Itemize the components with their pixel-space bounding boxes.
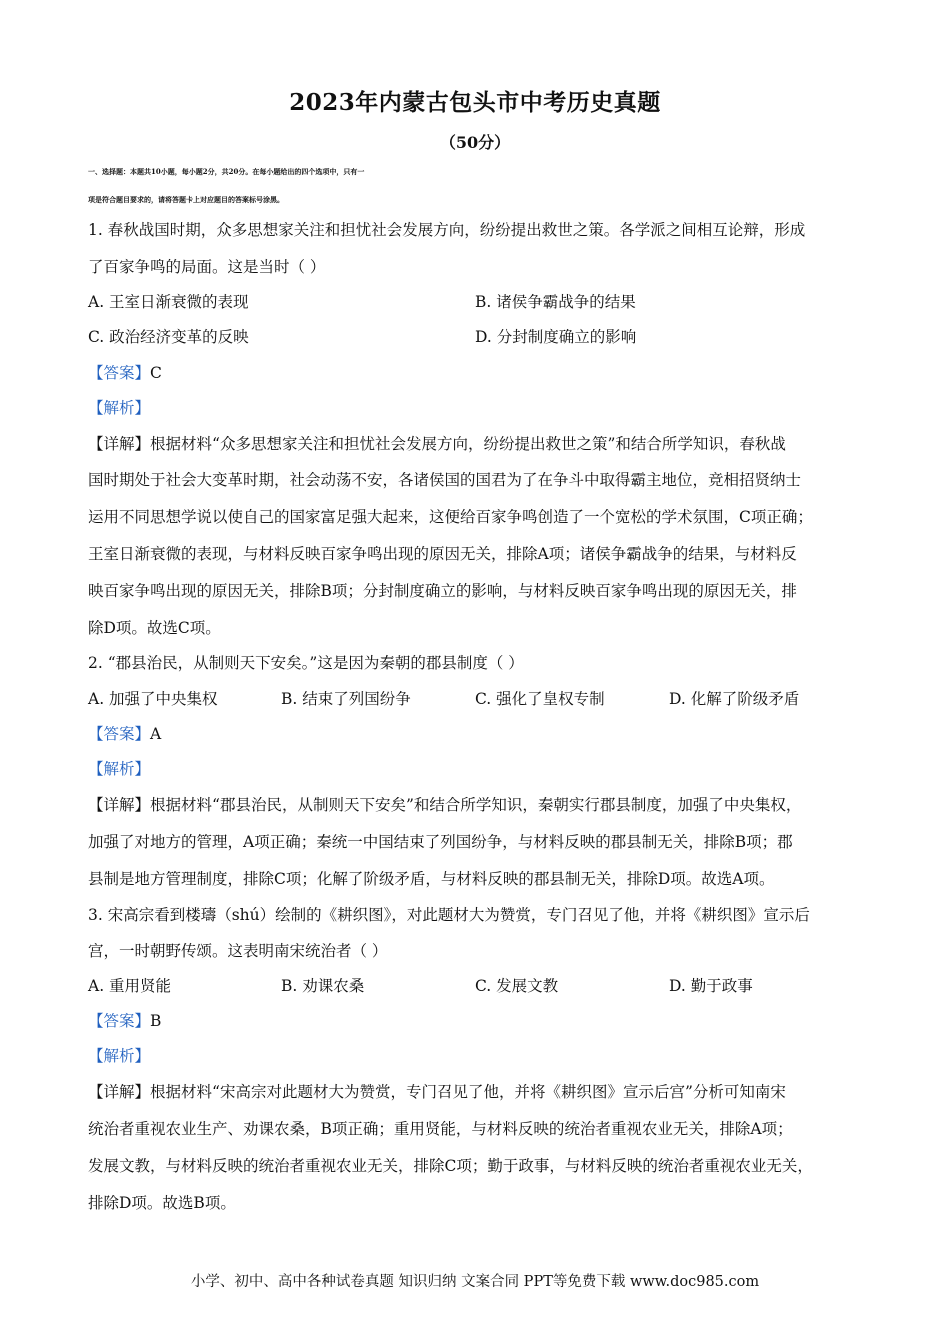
q1-detail-line-6: 除D项。故选C项。 [88,619,221,637]
analysis-label: 【解析】 [88,399,151,417]
q1-answer-value: C [150,364,162,382]
q3-option-d: D. 勤于政事 [669,977,753,995]
q3-detail-text-1: 根据材料“宋高宗对此题材大为赞赏，专门召见了他，并将《耕织图》宣示后宫”分析可知南宋 [150,1083,786,1101]
answer-label: 【答案】 [88,725,151,743]
q3-detail-line-4: 排除D项。故选B项。 [88,1194,236,1212]
detail-label: 【详解】 [88,435,151,453]
q1-detail-line-2: 国时期处于社会大变革时期，社会动荡不安，各诸侯国的国君为了在争斗中取得霸主地位，竞相招贤纳士 [88,471,802,489]
q3-detail-line-1 [88,1082,786,1102]
q3-detail-line-2: 统治者重视农业生产、劝课农桑，B项正确；重用贤能，与材料反映的统治者重视农业无关，排除A项； [88,1120,793,1138]
q2-stem-line-1: 2. “郡县治民，从制则天下安矣。”这是因为秦朝的郡县制度（ ） [88,654,524,672]
q3-answer [88,1011,161,1031]
q1-detail-line-3: 运用不同思想学说以使自己的国家富足强大起来，这便给百家争鸣创造了一个宽松的学术氛围，C项正确； [88,508,813,526]
total-score: （50分） [439,133,511,152]
q2-option-c: C. 强化了皇权专制 [475,690,605,708]
answer-label: 【答案】 [88,364,151,382]
q2-answer-value: A [150,725,162,743]
q1-analysis [88,398,150,418]
q3-stem-line-1: 3. 宋高宗看到楼璹（shú）绘制的《耕织图》，对此题材大为赞赏，专门召见了他，并将《耕织图》宣示后 [88,906,810,924]
q1-option-b: B. 诸侯争霸战争的结果 [475,293,636,311]
q3-option-b: B. 劝课农桑 [281,977,365,995]
q3-option-c: C. 发展文教 [475,977,559,995]
q2-detail-line-1 [88,795,801,815]
q1-answer [88,363,162,383]
q1-option-c: C. 政治经济变革的反映 [88,328,249,346]
q3-detail-line-3: 发展文教，与材料反映的统治者重视农业无关，排除C项；勤于政事，与材料反映的统治者重视农业无关， [88,1157,813,1175]
q1-option-a: A. 王室日渐衰微的表现 [88,293,249,311]
answer-label: 【答案】 [88,1012,151,1030]
detail-label: 【详解】 [88,796,151,814]
q3-answer-value: B [150,1012,162,1030]
q2-answer [88,724,161,744]
section-heading [88,158,868,214]
q2-option-a: A. 加强了中央集权 [88,690,218,708]
page-footer: 小学、初中、高中各种试卷真题 知识归纳 文案合同 PPT等免费下载 www.doc985.com [190,1274,760,1290]
q1-detail-line-5: 映百家争鸣出现的原因无关，排除B项；分封制度确立的影响，与材料反映百家争鸣出现的原因无关，排 [88,582,797,600]
q3-analysis [88,1046,150,1066]
q3-stem-line-2: 宫，一时朝野传颂。这表明南宋统治者（ ） [88,942,388,960]
analysis-label: 【解析】 [88,1047,151,1065]
page-title: 2023年内蒙古包头市中考历史真题 [289,89,661,116]
q2-option-b: B. 结束了列国纷争 [281,690,411,708]
q1-detail-line-1 [88,434,786,454]
analysis-label: 【解析】 [88,760,151,778]
q1-stem-line-1: 1. 春秋战国时期，众多思想家关注和担忧社会发展方向，纷纷提出救世之策。各学派之间相互论辩，形成 [88,221,806,239]
q1-detail-line-4: 王室日渐衰微的表现，与材料反映百家争鸣出现的原因无关，排除A项；诸侯争霸战争的结果，与材料反 [88,545,797,563]
q2-detail-text-1: 根据材料“郡县治民，从制则天下安矣”和结合所学知识，秦朝实行郡县制度，加强了中央集权， [150,796,802,814]
q3-option-a: A. 重用贤能 [88,977,172,995]
q2-detail-line-3: 县制是地方管理制度，排除C项；化解了阶级矛盾，与材料反映的郡县制无关，排除D项。故选A项。 [88,870,775,888]
q1-option-d: D. 分封制度确立的影响 [475,328,637,346]
q1-detail-text-1: 根据材料“众多思想家关注和担忧社会发展方向，纷纷提出救世之策”和结合所学知识，春秋战 [150,435,786,453]
q2-option-d: D. 化解了阶级矛盾 [669,690,800,708]
q2-detail-line-2: 加强了对地方的管理，A项正确；秦统一中国结束了列国纷争，与材料反映的郡县制无关，排除B项；郡 [88,833,793,851]
q2-analysis [88,759,150,779]
detail-label: 【详解】 [88,1083,151,1101]
section-heading-line-1: 一、选择题：本题共10小题，每小题2分，共20分。在每小题给出的四个选项中，只有一 [88,167,365,176]
section-heading-line-2: 项是符合题目要求的，请将答题卡上对应题目的答案标号涂黑。 [88,195,284,204]
q1-stem-line-2: 了百家争鸣的局面。这是当时（ ） [88,258,326,276]
